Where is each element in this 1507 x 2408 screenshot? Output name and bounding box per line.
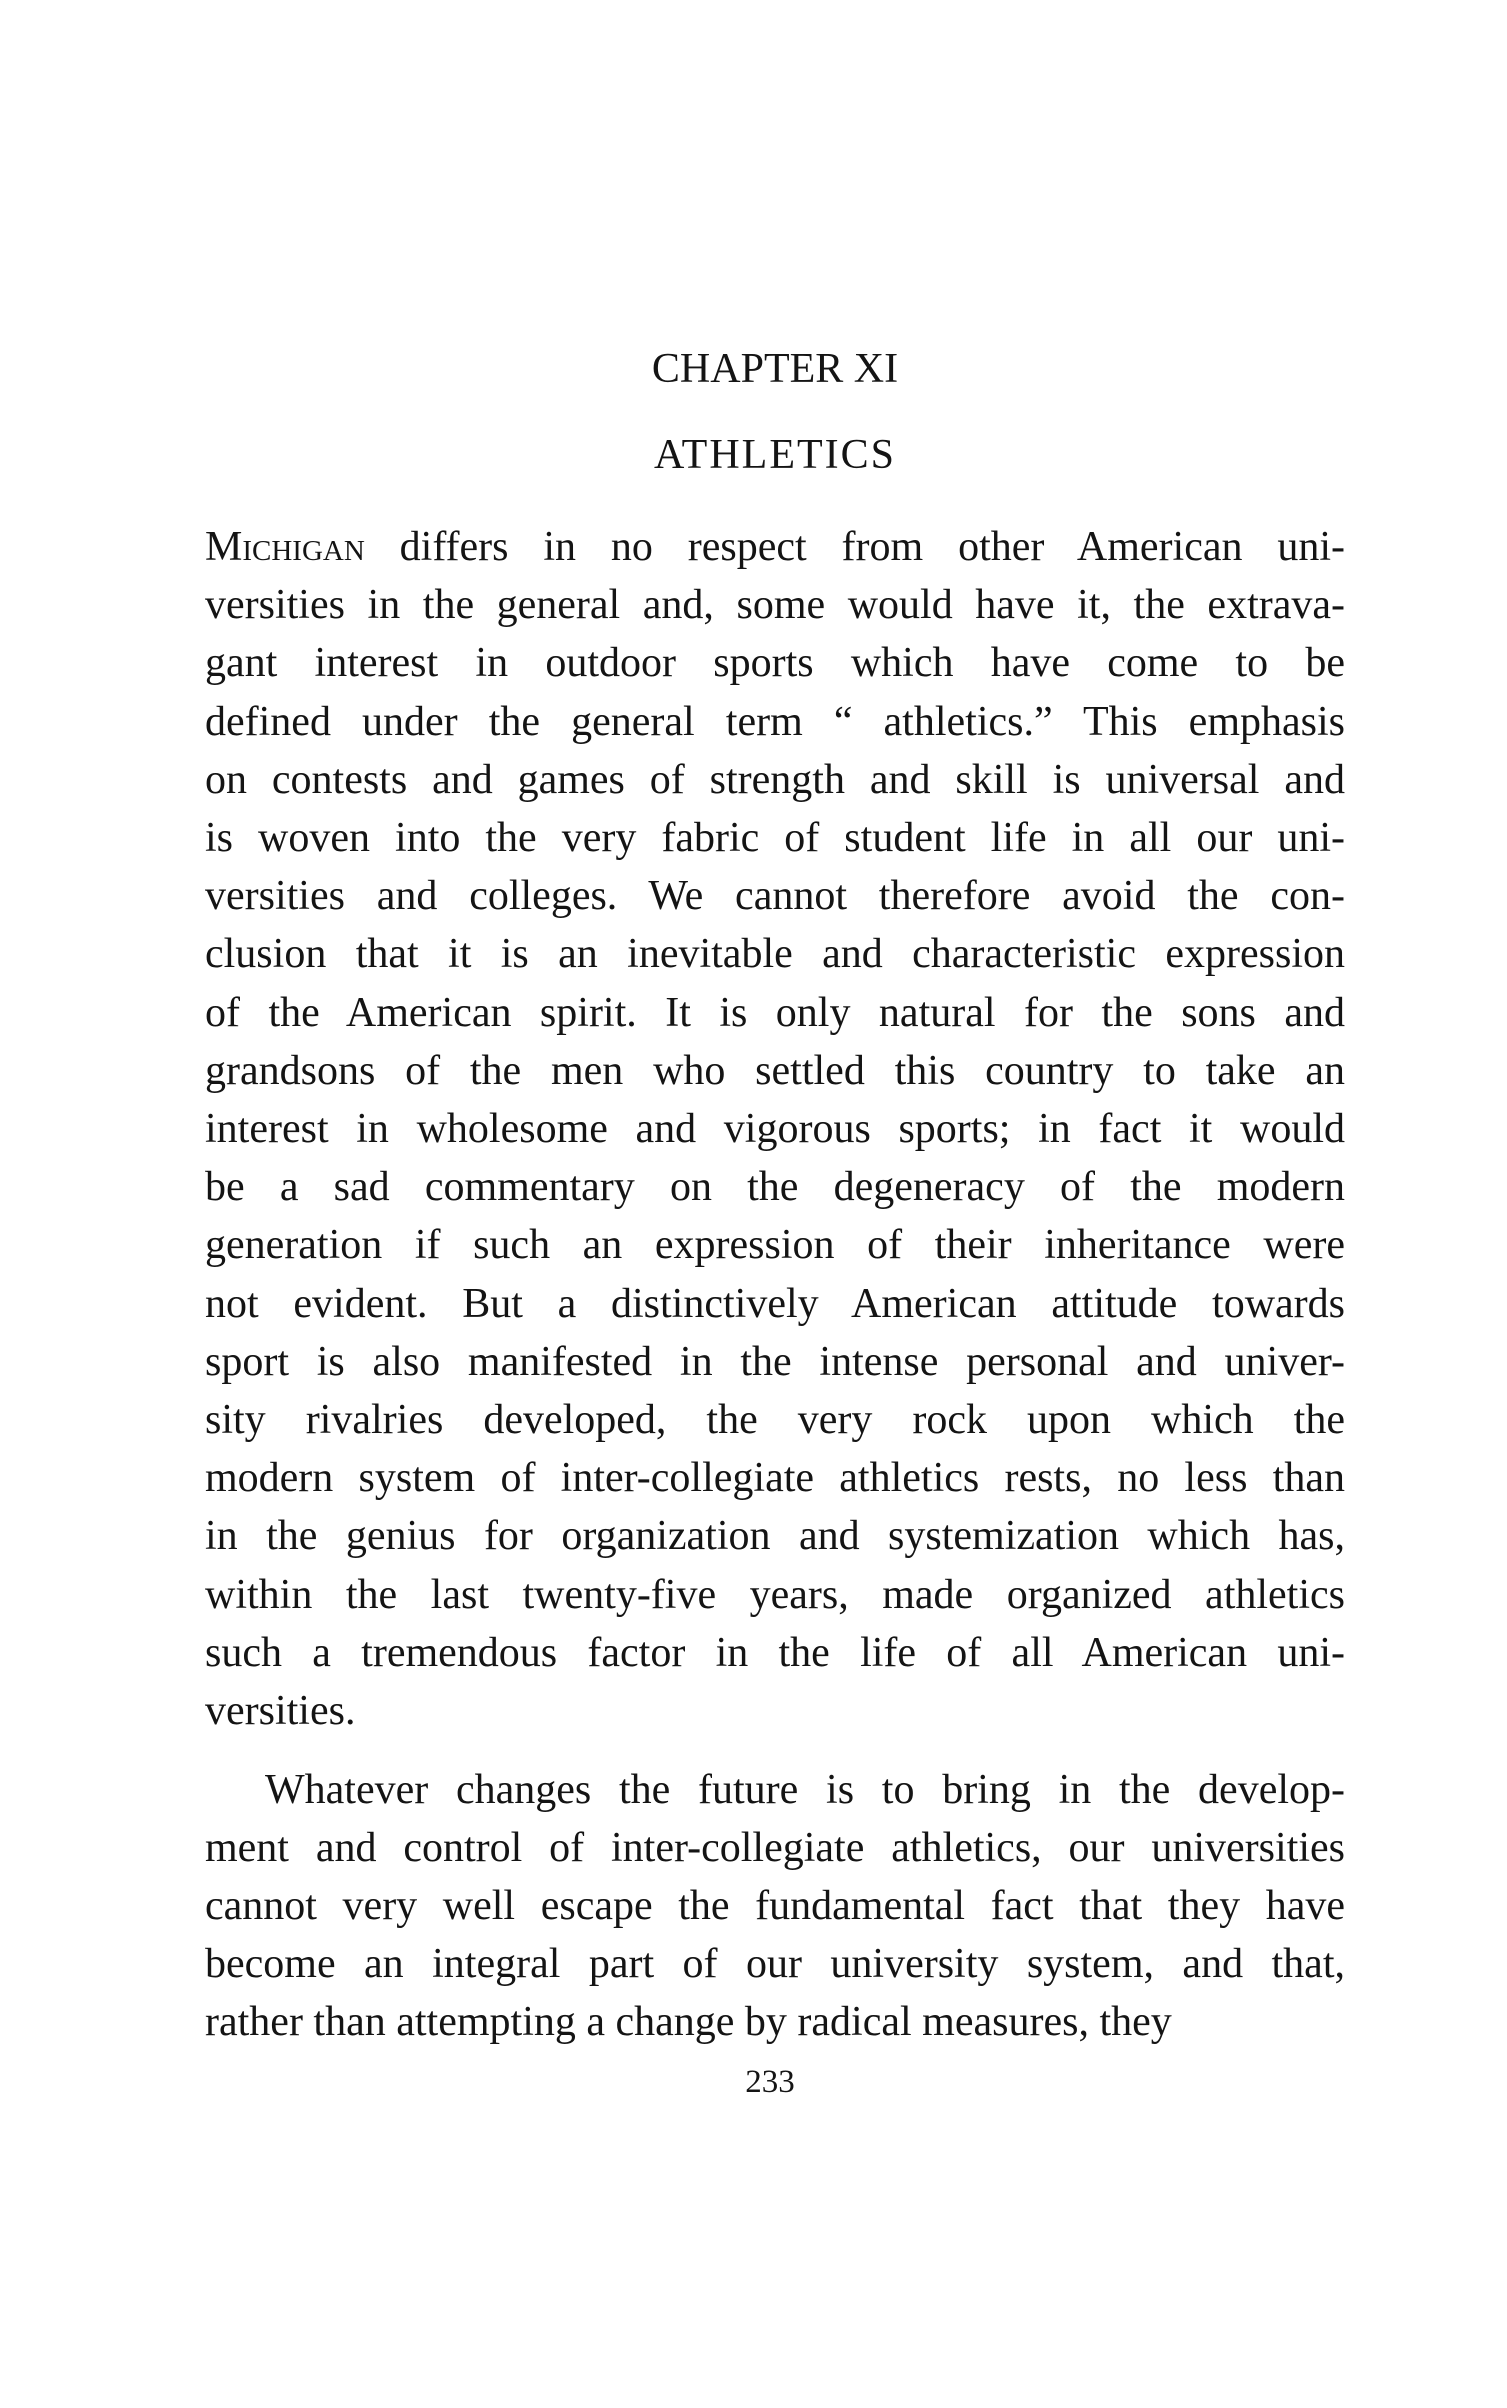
text-line: grandsons of the men who settled this country to take an — [205, 1047, 1345, 1094]
chapter-number: CHAPTER XI — [651, 346, 899, 392]
text-line: defined under the general term “ athletics.” This emphasis — [205, 698, 1345, 745]
line-text: differs in no respect from other American uni- — [399, 524, 1346, 570]
lead-word-small-caps: Michigan — [205, 524, 365, 570]
chapter-title: ATHLETICS — [654, 432, 896, 478]
text-line: of the American spirit. It is only natural for the sons and — [205, 989, 1345, 1036]
text-line: ment and control of inter-collegiate athletics, our universities — [205, 1825, 1345, 1871]
text-line: cannot very well escape the fundamental fact that they have — [205, 1883, 1345, 1929]
text-line: modern system of inter-collegiate athletics rests, no less than — [205, 1455, 1345, 1502]
text-line: rather than attempting a change by radical measures, they — [205, 1999, 1172, 2045]
text-line: interest in wholesome and vigorous sports; in fact it would — [205, 1106, 1345, 1152]
text-line: Whatever changes the future is to bring in the develop- — [265, 1767, 1345, 1813]
text-line: clusion that it is an inevitable and characteristic expression — [205, 931, 1345, 978]
text-line: such a tremendous factor in the life of all American uni- — [205, 1629, 1345, 1676]
text-line: gant interest in outdoor sports which have come to be — [205, 640, 1345, 687]
text-line: within the last twenty-five years, made organized athletics — [205, 1571, 1345, 1618]
text-line: not evident. But a distinctively American attitude towards — [205, 1280, 1345, 1327]
text-line: versities in the general and, some would have it, the extrava- — [205, 582, 1345, 629]
text-line: versities. — [205, 1688, 356, 1734]
text-line: be a sad commentary on the degeneracy of the modern — [205, 1164, 1345, 1211]
text-line: become an integral part of our university system, and that, — [205, 1941, 1345, 1987]
text-line: versities and colleges. We cannot therefore avoid the con- — [205, 873, 1345, 920]
text-line: sport is also manifested in the intense personal and univer- — [205, 1338, 1345, 1385]
page-number: 233 — [745, 2064, 795, 2100]
text-line: in the genius for organization and systemization which has, — [205, 1513, 1345, 1560]
text-line: sity rivalries developed, the very rock upon which the — [205, 1397, 1345, 1443]
text-line: generation if such an expression of their inheritance were — [205, 1222, 1345, 1269]
text-line: is woven into the very fabric of student life in all our uni- — [205, 815, 1345, 861]
text-line: on contests and games of strength and skill is universal and — [205, 756, 1345, 803]
text-line — [205, 526, 1345, 568]
